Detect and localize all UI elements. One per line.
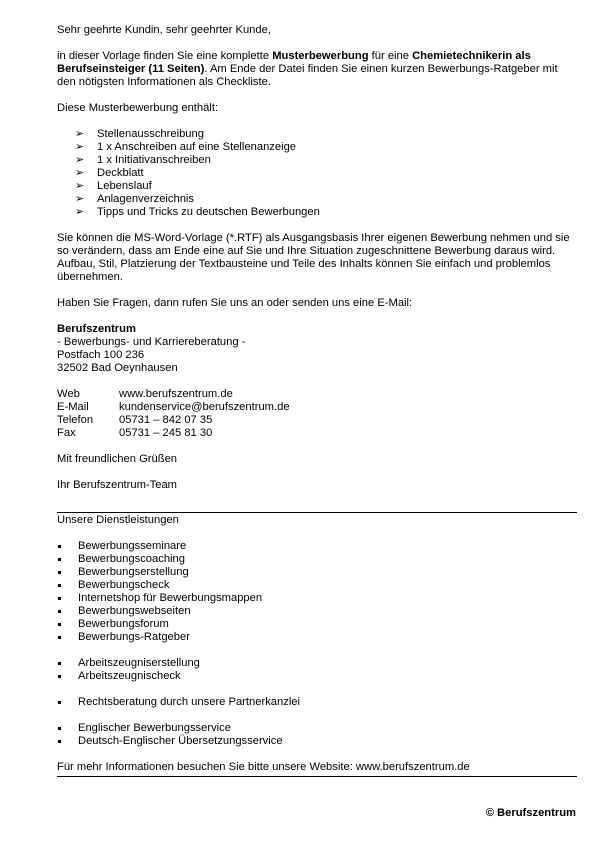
address-block — [57, 323, 577, 375]
intro-bold-2: Chemietechnikerin als Berufseinsteiger (11 Seiten) — [57, 50, 531, 75]
list-item: Bewerbungserstellung — [57, 566, 577, 579]
document-page — [57, 24, 577, 777]
intro-text-1: in dieser Vorlage finden Sie eine komplette — [57, 50, 273, 62]
arrow-bullet-icon: ➢ — [75, 180, 85, 192]
arrow-bullet-icon: ➢ — [75, 167, 85, 179]
divider-bottom — [57, 776, 577, 777]
web-link[interactable]: www.berufszentrum.de — [119, 388, 233, 400]
list-item: ➢ Deckblatt — [75, 167, 144, 179]
list-item: Bewerbungscoaching — [57, 553, 577, 566]
list-item: ➢ Lebenslauf — [75, 180, 152, 192]
services-list-1 — [57, 540, 577, 644]
contact-block — [57, 388, 577, 440]
copyright: © Berufszentrum — [485, 807, 576, 819]
services-list-4 — [57, 722, 577, 748]
list-item: Arbeitszeugniserstellung — [57, 657, 577, 670]
square-bullet-icon — [58, 662, 61, 665]
square-bullet-icon — [58, 636, 61, 639]
arrow-bullet-icon: ➢ — [75, 193, 85, 205]
list-item: Bewerbungsseminare — [57, 540, 577, 553]
services-heading: Unsere Dienstleistungen — [57, 514, 179, 526]
salutation: Sehr geehrte Kundin, sehr geehrter Kunde, — [57, 24, 271, 36]
square-bullet-icon — [58, 545, 61, 548]
intro-paragraph — [57, 50, 577, 89]
list-item: ➢ Tipps und Tricks zu deutschen Bewerbungen — [75, 206, 320, 218]
closing: Mit freundlichen Grüßen — [57, 453, 178, 465]
arrow-bullet-icon: ➢ — [75, 128, 85, 140]
arrow-bullet-icon: ➢ — [75, 206, 85, 218]
list-item: Bewerbungs-Ratgeber — [57, 631, 577, 644]
list-item: ➢ Anlagenverzeichnis — [75, 193, 195, 205]
contents-heading: Diese Musterbewerbung enthält: — [57, 102, 219, 114]
arrow-bullet-icon: ➢ — [75, 141, 85, 153]
arrow-bullet-icon: ➢ — [75, 154, 85, 166]
list-item: ➢ 1 x Initiativanschreiben — [75, 154, 211, 166]
list-item: Bewerbungswebseiten — [57, 605, 577, 618]
contents-list — [57, 128, 577, 219]
square-bullet-icon — [58, 675, 61, 678]
contact-row-phone: Telefon 05731 – 842 07 35 — [57, 414, 213, 426]
company-name: Berufszentrum — [57, 323, 136, 335]
square-bullet-icon — [58, 727, 61, 730]
contact-row-web: Web www.berufszentrum.de — [57, 388, 233, 400]
square-bullet-icon — [58, 740, 61, 743]
square-bullet-icon — [58, 610, 61, 613]
address-line: - Bewerbungs- und Karriereberatung - — [57, 336, 246, 348]
divider-top — [57, 512, 577, 513]
services-list-2 — [57, 657, 577, 683]
square-bullet-icon — [58, 597, 61, 600]
list-item: Rechtsberatung durch unsere Partnerkanzlei — [57, 696, 577, 709]
square-bullet-icon — [58, 584, 61, 587]
signature: Ihr Berufszentrum-Team — [57, 479, 177, 491]
square-bullet-icon — [58, 558, 61, 561]
services-list-3 — [57, 696, 577, 709]
intro-bold-1: Musterbewerbung — [272, 50, 369, 62]
contact-row-fax: Fax 05731 – 245 81 30 — [57, 427, 213, 439]
email-link[interactable]: kundenservice@berufszentrum.de — [119, 401, 290, 413]
square-bullet-icon — [58, 701, 61, 704]
list-item: Englischer Bewerbungsservice — [57, 722, 577, 735]
address-line: 32502 Bad Oeynhausen — [57, 362, 178, 374]
list-item: ➢ Stellenausschreibung — [75, 128, 204, 140]
intro-text-3: . Am Ende der Datei finden Sie einen kurzen Bewerbungs-Ratgeber mit den nötigsten Informationen als Checkliste. — [57, 63, 558, 88]
square-bullet-icon — [58, 571, 61, 574]
list-item: Deutsch-Englischer Übersetzungsservice — [57, 735, 577, 748]
list-item: Bewerbungscheck — [57, 579, 577, 592]
phone-value: 05731 – 842 07 35 — [119, 414, 213, 426]
list-item: Arbeitszeugnischeck — [57, 670, 577, 683]
footer-info: Für mehr Informationen besuchen Sie bitte unsere Website: www.berufszentrum.de — [57, 761, 470, 773]
intro-text-2: für eine — [368, 50, 413, 62]
questions-paragraph: Haben Sie Fragen, dann rufen Sie uns an oder senden uns eine E-Mail: — [57, 297, 413, 309]
list-item: ➢ 1 x Anschreiben auf eine Stellenanzeige — [75, 141, 297, 153]
list-item: Bewerbungsforum — [57, 618, 577, 631]
contact-row-email: E-Mail kundenservice@berufszentrum.de — [57, 401, 290, 413]
fax-value: 05731 – 245 81 30 — [119, 427, 213, 439]
square-bullet-icon — [58, 623, 61, 626]
address-line: Postfach 100 236 — [57, 349, 145, 361]
usage-paragraph: Sie können die MS-Word-Vorlage (*.RTF) als Ausgangsbasis Ihrer eigenen Bewerbung nehmen und sie so verändern, dass am Ende eine auf Sie und Ihre Situation zugeschnittene Bewerbung daraus wird. Aufbau, Stil, Platzierung der Textbausteine und Teile des Inhalts können Sie einfach und problemlos übernehmen. — [57, 232, 570, 283]
list-item: Internetshop für Bewerbungsmappen — [57, 592, 577, 605]
